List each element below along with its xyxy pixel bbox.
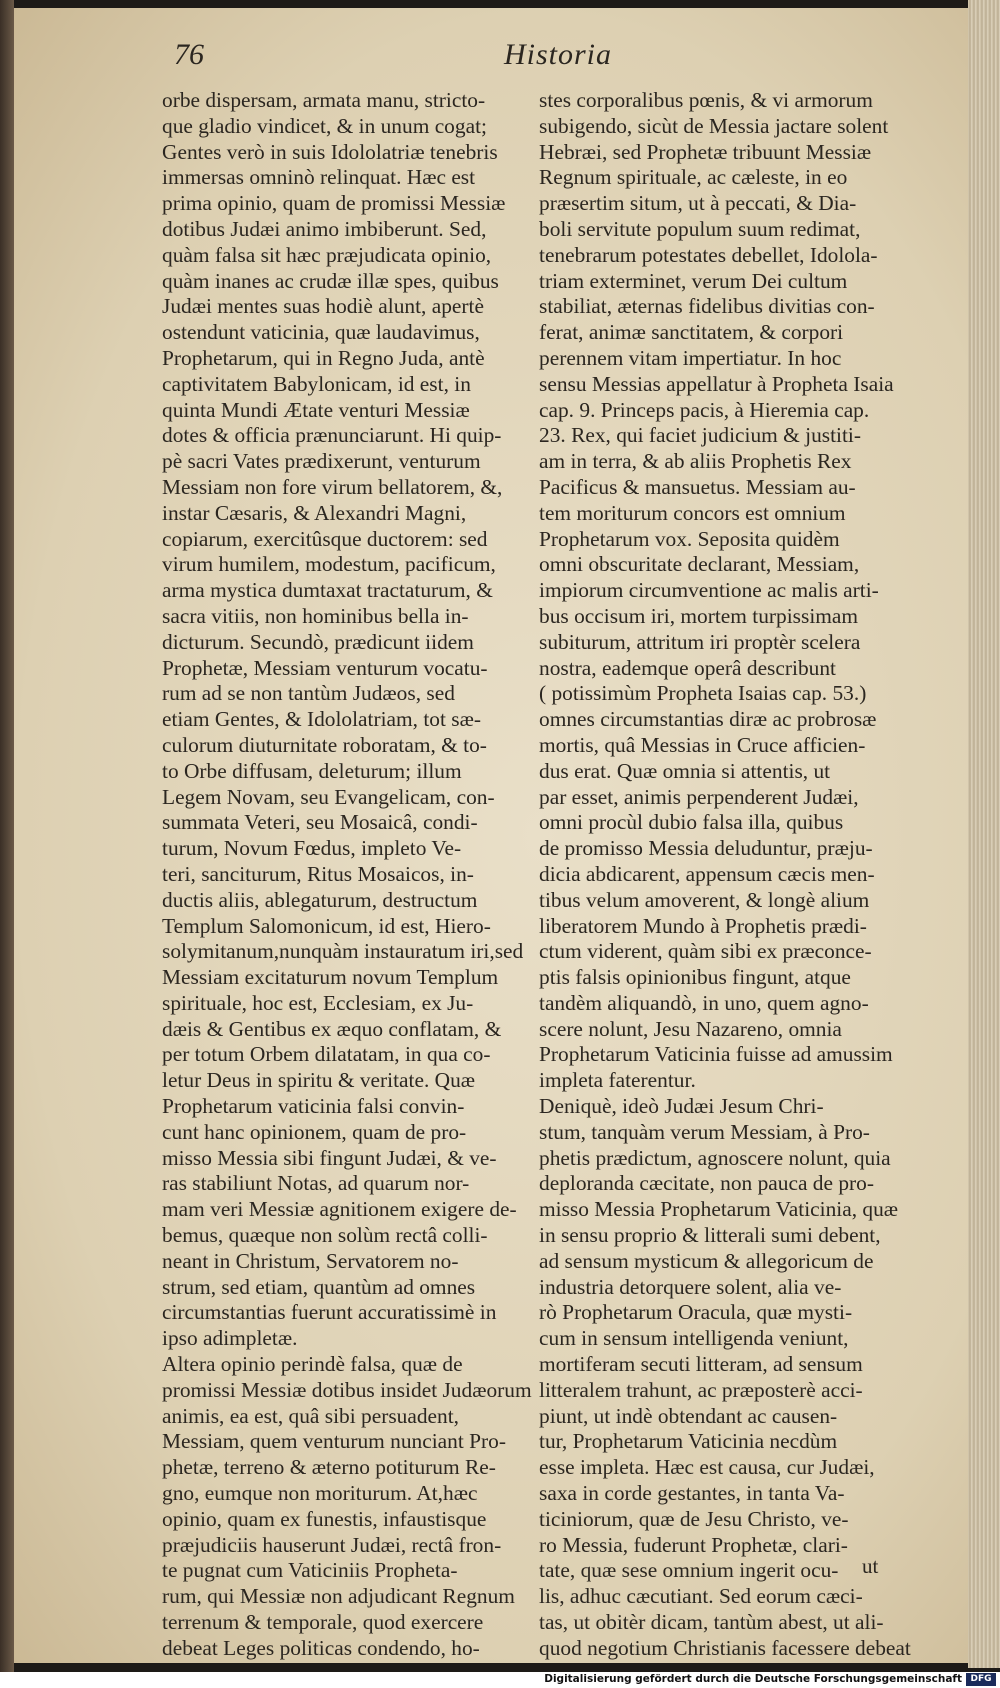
text-line: Legem Novam, seu Evangelicam, con- (162, 784, 495, 809)
catchword: ut (862, 1554, 879, 1578)
text-line: orbe dispersam, armata manu, stricto- (162, 88, 486, 112)
text-line: dæis & Gentibus ex æquo conflatam, & (162, 1016, 502, 1041)
text-line: liberatorem Mundo à Prophetis prædi- (539, 913, 867, 938)
text-line: lis, adhuc cæcutiant. Sed eorum cæci- (539, 1584, 863, 1609)
text-line: sensu Messias appellatur à Propheta Isaia (539, 371, 894, 396)
text-line: omni procùl dubio falsa illa, quibus (539, 810, 844, 835)
text-line: impleta faterentur. (539, 1068, 696, 1093)
text-line: Prophetarum vaticinia falsi convin- (162, 1094, 465, 1119)
text-line: tem moriturum concors est omnium (539, 500, 846, 525)
text-line: sacra vitiis, non hominibus bella in- (162, 603, 469, 628)
book-binding-edge (0, 0, 14, 1688)
text-line: mam veri Messiæ agnitionem exigere de- (162, 1197, 517, 1222)
text-line: Prophetarum Vaticinia fuisse ad amussim (539, 1042, 893, 1067)
text-line: Judæi mentes suas hodiè alunt, apertè (162, 294, 484, 319)
text-line: misso Messia Prophetarum Vaticinia, quæ (539, 1197, 899, 1222)
text-line: quinta Mundi Ætate venturi Messiæ (162, 397, 470, 422)
text-line: promissi Messiæ dotibus insidet Judæorum (162, 1377, 532, 1402)
paper-sheet (14, 8, 968, 1663)
text-line: rò Prophetarum Oracula, quæ mysti- (539, 1300, 853, 1325)
text-line: perennem vitam impertiatur. In hoc (539, 345, 842, 370)
text-line: te pugnat cum Vaticiniis Propheta- (162, 1558, 458, 1583)
text-line: rum ad se non tantùm Judæos, sed (162, 681, 455, 706)
text-line: tenebrarum potestates debellet, Idolola- (539, 242, 878, 267)
text-line: deploranda cæcitate, non pauca de pro- (539, 1171, 874, 1196)
text-line: rum, qui Messiæ non adjudicant Regnum (162, 1584, 515, 1609)
text-line: etiam Gentes, & Idololatriam, tot sæ- (162, 707, 482, 732)
text-line: Messiam non fore virum bellatorem, &, (162, 474, 503, 499)
text-line: summata Veteri, seu Mosaicâ, condi- (162, 810, 478, 835)
text-line: par esset, animis perpenderent Judæi, (539, 784, 859, 809)
text-line: ipso adimpletæ. (162, 1326, 298, 1351)
text-line: scere nolunt, Jesu Nazareno, omnia (539, 1016, 842, 1041)
text-line: Prophetarum, qui in Regno Juda, antè (162, 345, 485, 370)
text-line: to Orbe diffusam, deleturum; illum (162, 758, 462, 783)
text-line: ductis aliis, ablegaturum, destructum (162, 887, 478, 912)
text-line: tas, ut obitèr dicam, tantùm abest, ut ali- (539, 1610, 884, 1635)
text-line: industria detorquere solent, alia ve- (539, 1274, 842, 1299)
text-line: Deniquè, ideò Judæi Jesum Chri- (539, 1094, 824, 1119)
text-line: ras stabiliunt Notas, ad quarum nor- (162, 1171, 470, 1196)
text-line: opinio, quam ex funestis, infaustisque (162, 1506, 487, 1531)
text-line: saxa in corde gestantes, in tanta Va- (539, 1481, 845, 1506)
text-line: stum, tanquàm verum Messiam, à Pro- (539, 1119, 870, 1144)
text-line: Regnum spirituale, ac cæleste, in eo (539, 165, 848, 190)
page-number: 76 (174, 38, 204, 71)
text-line: ad sensum mysticum & allegoricum de (539, 1248, 874, 1273)
text-line: animis, ea est, quâ sibi persuadent, (162, 1403, 460, 1428)
text-line: virum humilem, modestum, pacificum, (162, 552, 496, 577)
text-line: turum, Novum Fœdus, impleto Ve- (162, 836, 462, 861)
text-line: ctum viderent, quàm sibi ex præconce- (539, 939, 872, 964)
text-line: impiorum circumventione ac malis arti- (539, 578, 879, 603)
text-line: phetæ, terreno & æterno potiturum Re- (162, 1455, 496, 1480)
text-line: per totum Orbem dilatatam, in qua co- (162, 1042, 491, 1067)
text-line: 23. Rex, qui faciet judicium & justiti- (539, 423, 861, 448)
text-line: dicturum. Secundò, prædicunt iidem (162, 629, 474, 654)
footer-credit: Digitalisierung gefördert durch die Deutsche Forschungsgemeinschaft (544, 1673, 962, 1685)
text-line: esse impleta. Hæc est causa, cur Judæi, (539, 1455, 875, 1480)
text-line: captivitatem Babylonicam, id est, in (162, 371, 471, 396)
text-line: triam exterminet, verum Dei cultum (539, 268, 848, 293)
dfg-logo: DFG (966, 1673, 996, 1686)
text-line: prima opinio, quam de promissi Messiæ (162, 191, 506, 216)
text-line: circumstantias fuerunt accuratissimè in (162, 1300, 497, 1325)
text-line: spirituale, hoc est, Ecclesiam, ex Ju- (162, 990, 474, 1015)
text-line: subigendo, sicùt de Messia jactare solent (539, 113, 889, 138)
text-line: Prophetarum vox. Seposita quidèm (539, 526, 840, 551)
text-line: bemus, quæque non solùm rectâ colli- (162, 1223, 488, 1248)
text-line: præsertim situm, ut à peccati, & Dia- (539, 191, 857, 216)
text-line: ticiniorum, quæ de Jesu Christo, ve- (539, 1506, 849, 1531)
text-line: immersas omninò relinquat. Hæc est (162, 165, 476, 190)
text-line: ro Messia, fuderunt Prophetæ, clari- (539, 1532, 848, 1557)
text-line: terrenum & temporale, quod exercere (162, 1610, 484, 1635)
text-line: ostendunt vaticinia, quæ laudavimus, (162, 320, 480, 345)
text-line: que gladio vindicet, & in unum cogat; (162, 113, 487, 138)
text-line: Messiam, quem venturum nunciant Pro- (162, 1429, 506, 1454)
text-line: Hebræi, sed Prophetæ tribuunt Messiæ (539, 139, 872, 164)
text-line: ferat, animæ sanctitatem, & corpori (539, 320, 844, 345)
text-line: Altera opinio perindè falsa, quæ de (162, 1352, 463, 1377)
text-line: cunt hanc opinionem, quam de pro- (162, 1119, 467, 1144)
text-line: subiturum, attritum iri proptèr scelera (539, 629, 861, 654)
text-line: dotibus Judæi animo imbiberunt. Sed, (162, 216, 487, 241)
text-line: bus occisum iri, mortem turpissimam (539, 603, 859, 628)
text-line: nostra, eademque operâ describunt (539, 655, 836, 680)
page-stack-edge (968, 0, 1000, 1668)
text-line: litteralem trahunt, ac præposterè acci- (539, 1377, 863, 1402)
text-line: teri, sanciturum, Ritus Mosaicos, in- (162, 861, 474, 886)
text-line: dotes & officia prænunciarunt. Hi quip- (162, 423, 502, 448)
text-line: tandèm aliquandò, in uno, quem agno- (539, 990, 869, 1015)
text-line: phetis prædictum, agnoscere nolunt, quia (539, 1145, 891, 1170)
text-line: mortis, quâ Messias in Cruce afficien- (539, 732, 866, 757)
text-line: pè sacri Vates prædixerunt, venturum (162, 449, 481, 474)
text-line: stes corporalibus pœnis, & vi armorum (539, 88, 873, 112)
text-line: quàm inanes ac crudæ illæ spes, quibus (162, 268, 499, 293)
left-text-column (162, 88, 532, 1662)
text-line: letur Deus in spiritu & veritate. Quæ (162, 1068, 476, 1093)
text-line: Pacificus & mansuetus. Messiam au- (539, 474, 856, 499)
text-line: neant in Christum, Servatorem no- (162, 1248, 459, 1273)
text-line: dicia abdicarent, appensum cæcis men- (539, 861, 875, 886)
text-line: arma mystica dumtaxat tractaturum, & (162, 578, 493, 603)
text-line: in sensu proprio & litterali sumi debent, (539, 1223, 881, 1248)
text-line: de promisso Messia deluduntur, præju- (539, 836, 873, 861)
text-line: quod negotium Christianis facessere debeat (539, 1635, 911, 1660)
text-line: tibus velum amoverent, & longè alium (539, 887, 870, 912)
text-line: Templum Salomonicum, id est, Hiero- (162, 913, 491, 938)
text-line: ptis falsis opinionibus fingunt, atque (539, 965, 851, 990)
text-line: dus erat. Quæ omnia si attentis, ut (539, 758, 831, 783)
text-line: præjudiciis hauserunt Judæi, rectâ fron- (162, 1532, 502, 1557)
text-line: Messiam excitaturum novum Templum (162, 965, 499, 990)
text-line: misso Messia sibi fingunt Judæi, & ve- (162, 1145, 497, 1170)
scanned-page (14, 8, 968, 1663)
text-line: piunt, ut indè obtendant ac causen- (539, 1403, 838, 1428)
text-line: tate, quæ sese omnium ingerit ocu- (539, 1558, 839, 1583)
text-line: Gentes verò in suis Idololatriæ tenebris (162, 139, 498, 164)
text-line: strum, sed etiam, quantùm ad omnes (162, 1274, 476, 1299)
right-text-column (539, 88, 909, 1662)
text-line: solymitanum,nunquàm instauratum iri,sed (162, 939, 524, 964)
text-line: copiarum, exercitûsque ductorem: sed (162, 526, 488, 551)
text-line: Prophetæ, Messiam venturum vocatu- (162, 655, 488, 680)
text-line: mortiferam secuti litteram, ad sensum (539, 1352, 863, 1377)
text-line: cum in sensum intelligenda veniunt, (539, 1326, 849, 1351)
text-line: quàm falsa sit hæc præjudicata opinio, (162, 242, 492, 267)
text-line: am in terra, & ab aliis Prophetis Rex (539, 449, 852, 474)
text-line: boli servitute populum suum redimat, (539, 216, 861, 241)
text-line: instar Cæsaris, & Alexandri Magni, (162, 500, 467, 525)
text-line: ( potissimùm Propheta Isaias cap. 53.) (539, 681, 867, 706)
text-line: debeat Leges politicas condendo, ho- (162, 1635, 480, 1660)
text-line: omnes circumstantias diræ ac probrosæ (539, 707, 877, 732)
text-line: cap. 9. Princeps pacis, à Hieremia cap. (539, 397, 870, 422)
text-line: stabiliat, æternas fidelibus divitias con- (539, 294, 875, 319)
text-line: omni obscuritate declarant, Messiam, (539, 552, 860, 577)
text-line: tur, Prophetarum Vaticinia necdùm (539, 1429, 838, 1454)
text-line: culorum diuturnitate roboratam, & to- (162, 732, 487, 757)
text-line: gno, eumque non moriturum. At,hæc (162, 1481, 478, 1506)
running-title: Historia (504, 38, 613, 71)
